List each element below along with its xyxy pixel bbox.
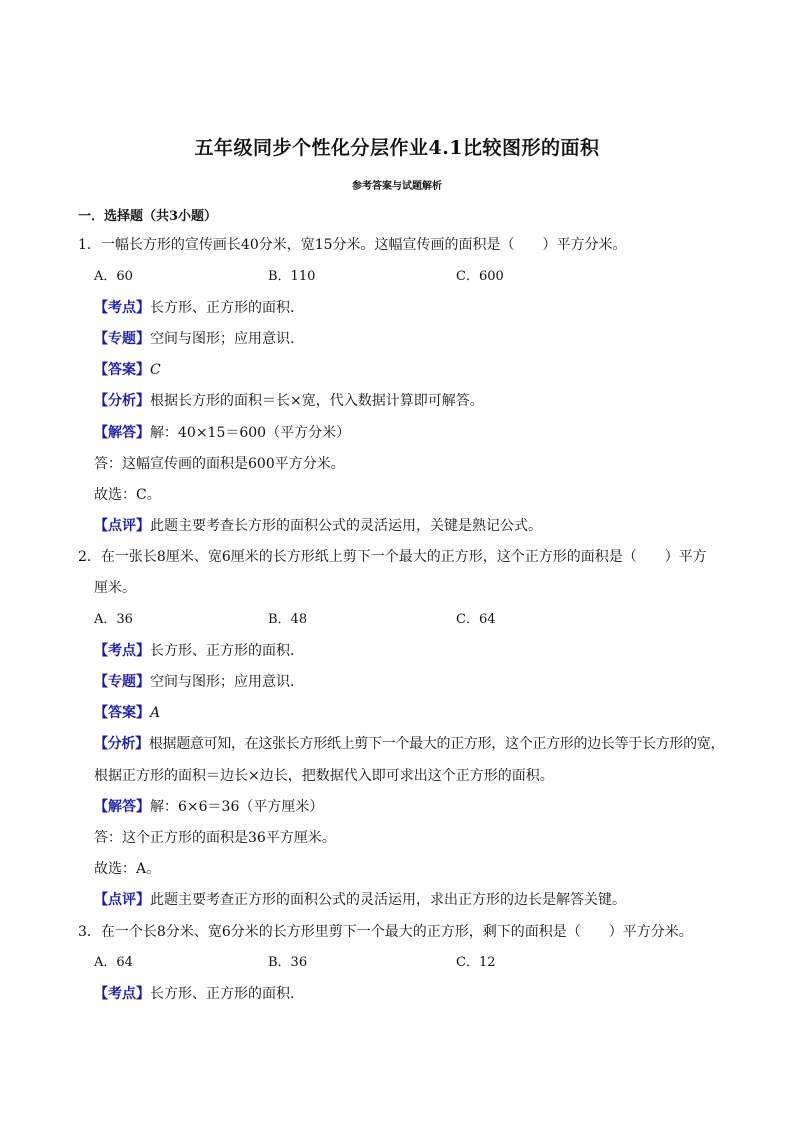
zhuanti-tag: 【专题】 <box>94 331 150 347</box>
question-1-option-b: B．110 <box>268 269 316 284</box>
question-1-jieda <box>94 423 350 443</box>
question-1-answer: 答：这幅宣传画的面积是600平方分米。 <box>94 456 345 472</box>
question-3-kaodian <box>94 984 304 1004</box>
question-2-choice: 故选：A。 <box>94 861 161 877</box>
kaodian-text: 长方形、正方形的面积． <box>150 986 304 1002</box>
question-2-stem-cont: 厘米。 <box>94 580 136 596</box>
question-2-dianping <box>94 890 626 910</box>
jieda-tag: 【解答】 <box>94 425 150 441</box>
question-1-option-c: C．600 <box>456 269 504 284</box>
question-1-kaodian <box>94 298 304 318</box>
jieda-tag: 【解答】 <box>94 799 150 815</box>
question-1-option-a: A．60 <box>94 269 133 284</box>
question-1-daan <box>94 360 161 380</box>
jieda-text: 解：6×6＝36（平方厘米） <box>150 799 324 815</box>
zhuanti-text: 空间与图形；应用意识． <box>150 331 304 347</box>
question-1-zhuanti <box>94 329 304 349</box>
zhuanti-text: 空间与图形；应用意识． <box>150 674 304 690</box>
daan-tag: 【答案】 <box>94 362 150 378</box>
question-3-option-a: A．64 <box>94 955 133 970</box>
kaodian-text: 长方形、正方形的面积． <box>150 300 304 316</box>
dianping-tag: 【点评】 <box>94 518 150 534</box>
fenxi-tag: 【分析】 <box>94 393 150 409</box>
question-2-fenxi-cont: 根据正方形的面积＝边长×边长，把数据代入即可求出这个正方形的面积。 <box>94 768 554 784</box>
question-3-option-c: C．12 <box>456 955 496 970</box>
section-heading: 一．选择题（共3小题） <box>78 209 218 224</box>
question-1-choice: 故选：C。 <box>94 487 161 503</box>
zhuanti-tag: 【专题】 <box>94 674 150 690</box>
jieda-text: 解：40×15＝600（平方分米） <box>150 425 351 441</box>
question-2-option-c: C．64 <box>456 612 496 627</box>
question-1-stem: 1．一幅长方形的宣传画长40分米，宽15分米。这幅宣传画的面积是（ ）平方分米。 <box>78 237 627 253</box>
question-2-jieda <box>94 797 323 817</box>
dianping-tag: 【点评】 <box>94 892 150 908</box>
page-subtitle: 参考答案与试题解析 <box>352 181 442 192</box>
question-2-daan <box>94 703 160 723</box>
fenxi-text: 根据题意可知，在这张长方形纸上剪下一个最大的正方形，这个正方形的边长等于长方形的宽， <box>148 736 725 752</box>
kaodian-tag: 【考点】 <box>94 300 150 316</box>
question-2-stem: 2．在一张长8厘米、宽6厘米的长方形纸上剪下一个最大的正方形，这个正方形的面积是（ ）平方 <box>78 549 707 565</box>
question-2-option-a: A．36 <box>94 612 133 627</box>
question-3-stem: 3．在一个长8分米、宽6分米的长方形里剪下一个最大的正方形，剩下的面积是（ ）平方分米。 <box>78 924 693 940</box>
fenxi-text: 根据长方形的面积＝长×宽，代入数据计算即可解答。 <box>150 393 484 409</box>
kaodian-tag: 【考点】 <box>94 643 150 659</box>
question-2-fenxi <box>94 734 724 754</box>
question-3-option-b: B．36 <box>268 955 308 970</box>
dianping-text: 此题主要考查长方形的面积公式的灵活运用，关键是熟记公式。 <box>150 518 542 534</box>
kaodian-tag: 【考点】 <box>94 986 150 1002</box>
question-2-answer: 答：这个正方形的面积是36平方厘米。 <box>94 830 336 846</box>
daan-text: C <box>150 362 161 378</box>
question-1-dianping <box>94 516 542 536</box>
kaodian-text: 长方形、正方形的面积． <box>150 643 304 659</box>
dianping-text: 此题主要考查正方形的面积公式的灵活运用，求出正方形的边长是解答关键。 <box>150 892 626 908</box>
question-2-kaodian <box>94 641 304 661</box>
fenxi-tag: 【分析】 <box>94 736 149 752</box>
question-1-fenxi <box>94 391 484 411</box>
question-2-option-b: B．48 <box>268 612 308 627</box>
question-2-zhuanti <box>94 672 304 692</box>
daan-tag: 【答案】 <box>94 705 150 721</box>
daan-text: A <box>150 705 161 721</box>
page-title: 五年级同步个性化分层作业4.1比较图形的面积 <box>194 137 600 159</box>
